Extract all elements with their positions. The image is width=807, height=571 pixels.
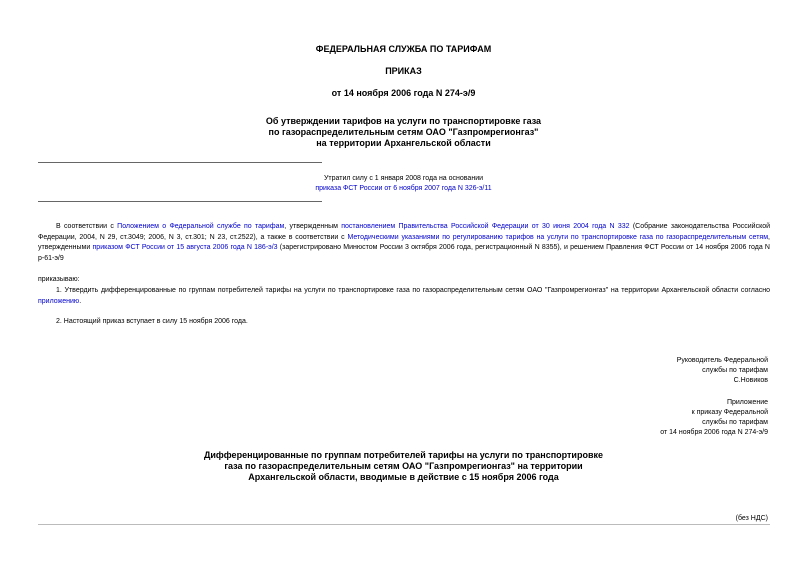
agency-name: ФЕДЕРАЛЬНАЯ СЛУЖБА ПО ТАРИФАМ — [315, 44, 492, 54]
tariff-title-line3: Архангельской области, вводимые в действие с 15 ноября 2006 года — [248, 472, 559, 482]
link-appendix[interactable]: приложению — [38, 297, 80, 305]
order-item-1 — [38, 286, 770, 307]
doc-title-line3: на территории Архангельской области — [316, 138, 491, 148]
appendix-line2: к приказу Федеральной — [691, 409, 768, 416]
link-government-decree[interactable]: постановлением Правительства Российской Федерации от 30 июня 2004 года N 332 — [341, 223, 630, 230]
tariff-title-line2: газа по газораспределительным сетям ОАО "Газпромрегионгаз" на территории — [224, 461, 583, 471]
appendix-block — [660, 398, 768, 438]
preamble-text-5: (зарегистрировано Минюстом России 3 октября 2006 года, регистрационный N 8355), и решением Правления ФСТ России от 14 ноября 2006 года N р-61-э/9 — [38, 244, 770, 262]
preamble-text-1: В соответствии с — [56, 223, 118, 230]
orders-intro: приказываю: — [38, 276, 80, 283]
appendix-line3: службы по тарифам — [702, 419, 768, 426]
appendix-line1: Приложение — [726, 399, 768, 406]
preamble-paragraph — [38, 222, 770, 264]
order-item-1-text: 1. Утвердить дифференцированные по группам потребителей тарифы на услуги по транспортировке газа по газораспределительным сетям ОАО "Газпромрегионгаз" на территории Архангельской области согласно — [56, 287, 770, 294]
link-fst-order-186[interactable]: приказом ФСТ России от 15 августа 2006 года N 186-э/3 — [92, 244, 278, 251]
signature-name: С.Новиков — [733, 377, 768, 384]
page-divider — [38, 524, 770, 525]
order-item-2: 2. Настоящий приказ вступает в силу 15 ноября 2006 года. — [56, 318, 248, 325]
link-fst-regulation[interactable]: Положением о Федеральной службе по тарифам — [117, 223, 285, 230]
signature-block — [677, 356, 768, 386]
status-note — [0, 174, 807, 194]
doc-type: ПРИКАЗ — [385, 66, 422, 76]
tariff-title-line1: Дифференцированные по группам потребителей тарифы на услуги по транспортировке — [203, 450, 603, 460]
appendix-line4: от 14 ноября 2006 года N 274-э/9 — [660, 429, 768, 436]
doc-title — [0, 116, 807, 149]
doc-date: от 14 ноября 2006 года N 274-э/9 — [331, 88, 476, 98]
separator-top — [38, 162, 322, 163]
preamble-text-2: , утвержденным — [284, 223, 342, 230]
order-item-1-end: . — [79, 297, 82, 305]
status-link[interactable]: приказа ФСТ России от 6 ноября 2007 года N 326-э/11 — [315, 185, 492, 192]
separator-bottom — [38, 201, 322, 202]
link-methodical-guidelines[interactable]: Методическими указаниями по регулированию тарифов на услуги по транспортировке газа по газораспределительным сетям — [347, 233, 769, 241]
tariff-table-title — [0, 450, 807, 483]
doc-title-line1: Об утверждении тарифов на услуги по транспортировке газа — [265, 116, 542, 126]
status-line: Утратил силу с 1 января 2008 года на основании — [323, 175, 484, 182]
doc-title-line2: по газораспределительным сетям ОАО "Газпромрегионгаз" — [268, 127, 539, 137]
preamble-text-3: (Собрание законодательства Российской Федерации, 2004, N 29, ст.3049; 2006, N 3, ст.301; N 23, ст.2522), а также в соответствии с — [38, 223, 771, 241]
signature-line2: службы по тарифам — [702, 367, 768, 374]
signature-line1: Руководитель Федеральной — [676, 357, 768, 364]
vat-note: (без НДС) — [735, 515, 768, 522]
preamble-text-4: , утвержденными — [38, 233, 770, 251]
